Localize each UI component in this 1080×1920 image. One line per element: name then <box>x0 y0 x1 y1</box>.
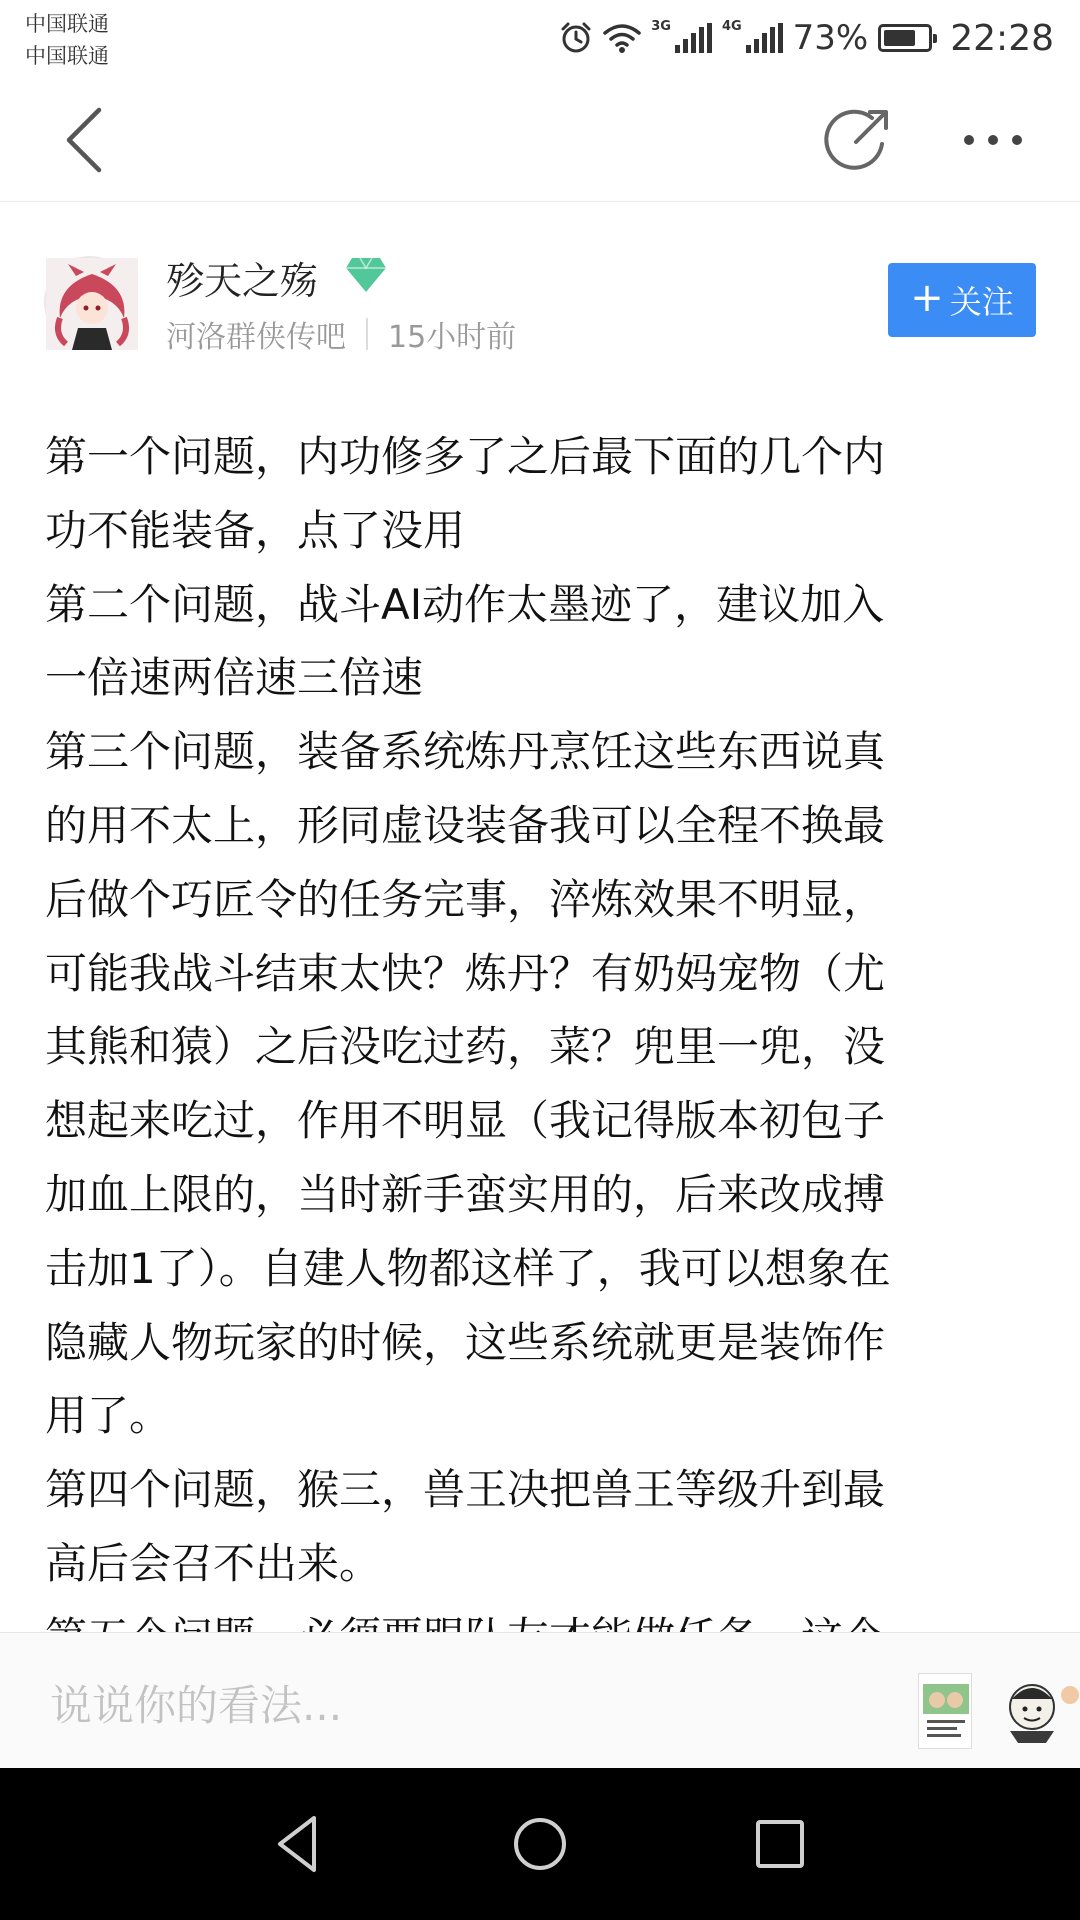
post-meta <box>166 312 516 356</box>
plus-icon: + <box>910 275 944 321</box>
post-text-line: 高后会召不出来。 <box>45 1538 382 1588</box>
post-text-line: 想起来吃过，作用不明显（我记得版本初包子 <box>45 1096 886 1146</box>
post-text-line: 击加1了）。自建人物都这样了，我可以想象在 <box>45 1243 891 1293</box>
system-home-icon[interactable] <box>504 1808 576 1880</box>
follow-button[interactable] <box>888 263 1036 337</box>
post-text-line: 隐藏人物玩家的时候，这些系统就更是装饰作 <box>45 1317 886 1367</box>
comment-bar <box>0 1632 1080 1768</box>
system-back-icon[interactable] <box>264 1808 336 1880</box>
share-icon[interactable] <box>820 104 892 176</box>
author-name[interactable]: 殄天之殇 <box>166 259 319 303</box>
status-icons <box>559 14 1054 62</box>
level-badge-icon <box>344 254 388 294</box>
post-text-line: 功不能装备，点了没用 <box>45 505 466 555</box>
back-icon[interactable] <box>55 100 119 180</box>
top-nav-bar <box>0 78 1080 202</box>
post-text-line: 其熊和猿）之后没吃过药，菜？兜里一兜，没 <box>45 1022 886 1072</box>
post-author-header <box>0 240 1080 370</box>
post-text-line: 后做个巧匠令的任务完事，淬炼效果不明显， <box>45 874 886 924</box>
sticker-icon[interactable] <box>918 1673 972 1749</box>
network-type-label: 4G <box>721 18 742 34</box>
network-type-label: 3G <box>651 18 671 34</box>
system-navigation-bar <box>0 1768 1080 1920</box>
post-text-line: 可能我战斗结束太快？炼丹？有奶妈宠物（尤 <box>45 948 886 998</box>
follow-label: 关注 <box>949 283 1014 321</box>
carrier-info <box>25 8 109 72</box>
avatar[interactable] <box>44 256 136 348</box>
comment-input[interactable]: 说说你的看法... <box>50 1681 343 1730</box>
clock: 22:28 <box>950 17 1054 59</box>
post-text-line: 第二个问题，战斗AI动作太墨迹了，建议加入 <box>45 579 885 629</box>
more-icon[interactable] <box>960 120 1026 160</box>
system-recents-icon[interactable] <box>744 1808 816 1880</box>
signal-icon <box>746 23 783 53</box>
post-text-line: 第一个问题，内功修多了之后最下面的几个内 <box>45 432 886 481</box>
battery-level-fill <box>884 30 915 46</box>
post-content <box>45 420 1035 1630</box>
battery-icon <box>878 24 932 52</box>
signal-icon <box>675 23 712 53</box>
post-text-line: 第三个问题，装备系统炼丹烹饪这些东西说真 <box>45 727 886 777</box>
status-bar <box>0 0 1080 78</box>
post-text-line: 加血上限的，当时新手蛮实用的，后来改成搏 <box>45 1169 886 1219</box>
battery-percent: 73% <box>792 18 869 58</box>
post-text-line: 一倍速两倍速三倍速 <box>45 653 424 703</box>
alarm-icon <box>559 21 593 55</box>
meme-sticker-icon[interactable] <box>996 1671 1080 1747</box>
carrier-label: 中国联通 <box>25 12 109 36</box>
post-text-line: 第四个问题，猴三，兽王决把兽王等级升到最 <box>45 1465 886 1515</box>
post-text-line: 的用不太上，形同虚设装备我可以全程不换最 <box>45 800 886 850</box>
wifi-icon <box>603 22 641 54</box>
divider <box>366 318 368 350</box>
post-text-line: 用了。 <box>45 1391 172 1441</box>
carrier-label: 中国联通 <box>25 44 109 68</box>
post-time: 15小时前 <box>388 320 517 355</box>
forum-name[interactable]: 河洛群侠传吧 <box>166 320 346 355</box>
